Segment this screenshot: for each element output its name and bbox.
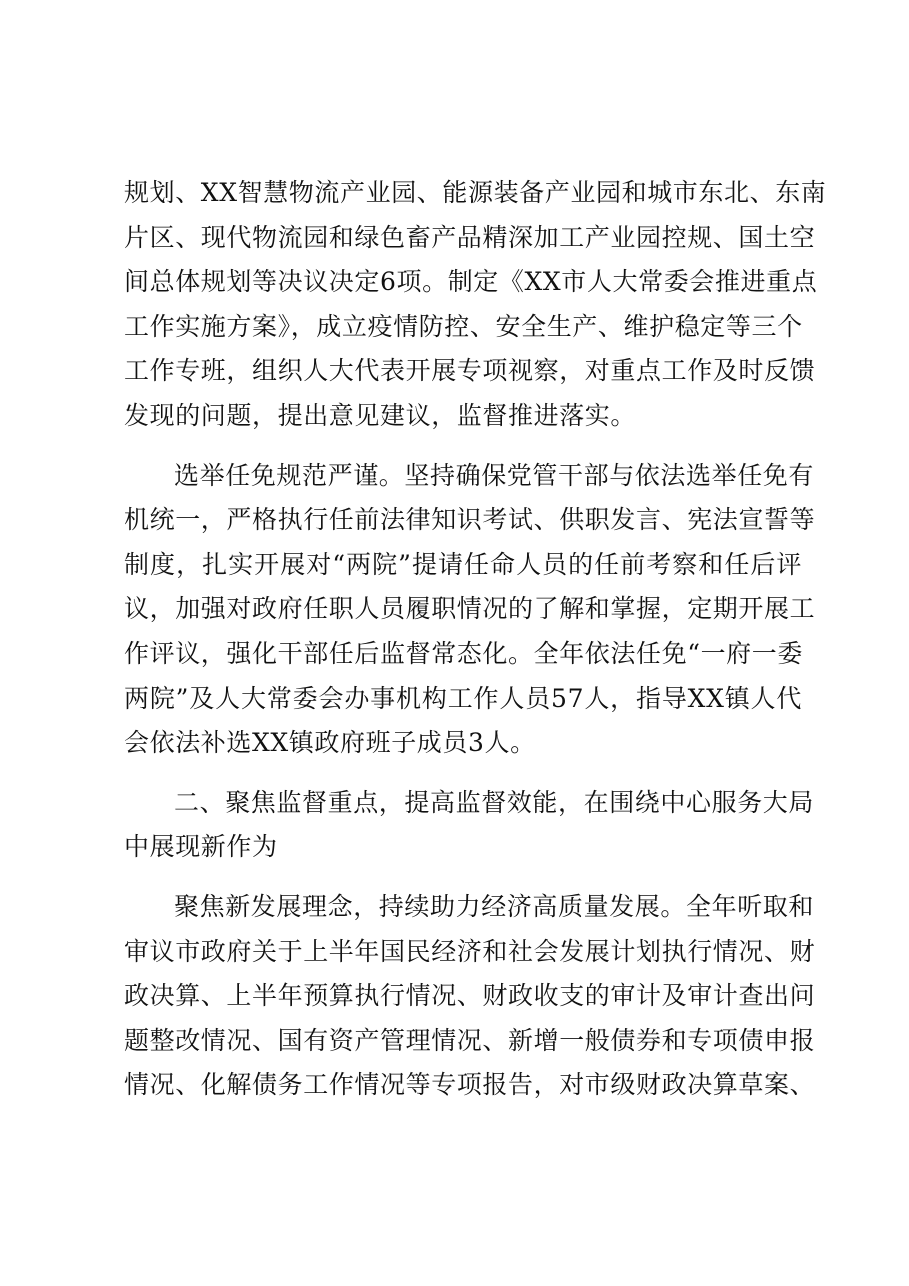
text-line: 工作实施方案》，成立疫情防控、安全生产、维护稳定等三个: [124, 311, 803, 341]
section-heading: [124, 781, 815, 870]
text-line: 聚焦新发展理念，持续助力经济高质量发展。全年听取和: [174, 891, 815, 921]
text-line: 两院”及人大常委会办事机构工作人员57人，指导XX镇人代: [124, 683, 802, 713]
text-line: 政决算、上半年预算执行情况、财政收支的审计及审计查出问: [124, 981, 816, 1011]
text-line: 题整改情况、国有资产管理情况、新增一般债券和专项债申报: [124, 1025, 816, 1055]
text-line: 工作专班，组织人大代表开展专项视察，对重点工作及时反馈: [124, 356, 816, 386]
text-line: 会依法补选XX镇政府班子成员3人。: [124, 728, 536, 758]
paragraph-2: [124, 454, 816, 766]
text-line: 间总体规划等决议决定6项。制定《XX市人大常委会推进重点: [124, 267, 818, 297]
text-line: 发现的问题，提出意见建议，监督推进落实。: [124, 400, 637, 430]
text-line: 机统一，严格执行任前法律知识考试、供职发言、宪法宣誓等: [124, 505, 816, 535]
text-line: 片区、现代物流园和绿色畜产品精深加工产业园控规、国土空: [124, 222, 816, 252]
text-line: 选举任免规范严谨。坚持确保党管干部与依法选举任免有: [174, 460, 815, 490]
text-line: 情况、化解债务工作情况等专项报告，对市级财政决算草案、: [124, 1070, 816, 1100]
paragraph-1: [124, 171, 827, 439]
paragraph-3: [124, 885, 816, 1108]
text-line: 规划、XX智慧物流产业园、能源装备产业园和城市东北、东南: [124, 178, 827, 207]
document-body: [124, 171, 827, 1108]
text-line: 中展现新作为: [124, 832, 278, 862]
text-line: 二、聚焦监督重点，提高监督效能，在围绕中心服务大局: [174, 787, 815, 817]
text-line: 审议市政府关于上半年国民经济和社会发展计划执行情况、财: [124, 936, 816, 966]
text-line: 作评议，强化干部任后监督常态化。全年依法任免“一府一委: [124, 638, 803, 668]
text-line: 制度，扎实开展对“两院”提请任命人员的任前考察和任后评: [124, 549, 802, 579]
text-line: 议，加强对政府任职人员履职情况的了解和掌握，定期开展工: [124, 594, 816, 624]
